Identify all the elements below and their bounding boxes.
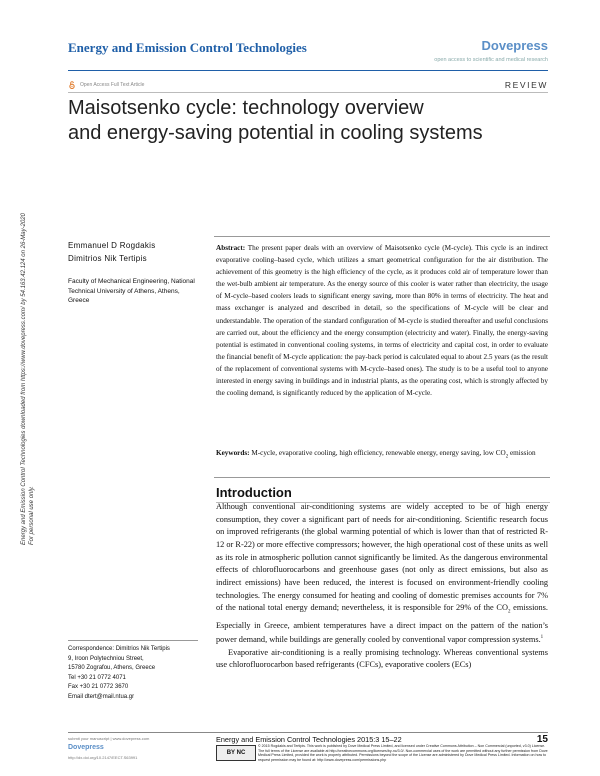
journal-name: Energy and Emission Control Technologies	[68, 40, 307, 55]
author-name: Dimitrios Nik Tertipis	[68, 254, 147, 263]
submit-manuscript-link[interactable]: submit your manuscript | www.dovepress.com	[68, 736, 150, 741]
abstract	[216, 242, 548, 399]
keywords-subscript: 2	[505, 454, 509, 460]
correspondence-line: Tel +30 21 0772 4071	[68, 674, 126, 681]
correspondence-line: 9, Iroon Polytechniou Street,	[68, 655, 144, 662]
footer-divider	[68, 732, 548, 733]
reference-link[interactable]: 1	[540, 635, 544, 641]
paragraph	[216, 501, 548, 647]
author-name: Emmanuel D Rogdakis	[68, 241, 156, 250]
journal-citation: Energy and Emission Control Technologies 2015:3 15–22	[216, 735, 402, 744]
page-number: 15	[536, 734, 548, 745]
title-line: and energy-saving potential in cooling systems	[68, 122, 483, 144]
article-title	[68, 96, 538, 146]
header-divider	[68, 70, 548, 71]
keywords-label: Keywords:	[216, 449, 250, 457]
doi-link[interactable]: http://dx.doi.org/10.2147/EECT.S63991	[68, 755, 138, 760]
open-access-label: Open Access Full Text Article	[80, 82, 145, 88]
correspondence-line: 15780 Zografou, Athens, Greece	[68, 665, 156, 672]
subscript: 2	[507, 609, 511, 615]
title-line: Maisotsenko cycle: technology overview	[68, 97, 424, 119]
license-text: © 2015 Rogdakis and Tertipis. This work is published by Dove Medical Press Limited, and licensed under Creative Commons Attribution – Non Commercial (unported, v3.0) License. The full terms of the License are available at http://creativecommons.org/licenses/by-nc/3.0/. Non-commercial uses of the work are permitted without any further permission from Dove Medical Press Limited, provided the work is properly attributed. Permissions beyond the scope of the License are administered by Dove Medical Press Limited. Information on how to request permission may be found at: http://www.dovepress.com/permissions.php	[258, 744, 548, 762]
publisher-logo[interactable]: Dovepress	[481, 38, 548, 53]
introduction-body	[216, 501, 548, 672]
creative-commons-badge[interactable]: BY NC	[216, 745, 256, 761]
open-access-lock-icon	[68, 81, 76, 89]
keywords-text: M-cycle, evaporative cooling, high efficiency, renewable energy, energy saving, low CO	[249, 449, 506, 457]
article-type: REVIEW	[504, 80, 548, 90]
keywords	[216, 447, 548, 464]
download-side-note	[18, 125, 35, 545]
open-access-badge	[68, 81, 144, 89]
correspondence-line: Fax +30 21 0772 3670	[68, 684, 129, 691]
paragraph: Evaporative air-conditioning is a really promising technology. Whereas conventional systems use chlorofluorocarbon based refrigerants (CFCs), evaporative coolers (ECs)	[216, 647, 548, 670]
abstract-text: The present paper deals with an overview of Maisotsenko cycle (M-cycle). This cycle is an indirect evaporative cooling–based cycle, which utilizes a smart geometrical configuration for the air distribution. The achievement of this geometry is the high efficiency of the cycle, as it produces cold air of temperature lower than the wet-bulb ambient air temperature. As the energy source of this cooler is water rather than electricity, the usage of M-cycle–based coolers leads to significant energy saving, more than 80% in terms of electricity. The heat and mass exchanger is analyzed and described in detail, so the specifications of M-cycle will be clear and understandable. The operation of the standard configuration of M-cycle is studied thereafter and useful conclusions are carried out, about the efficiency and the energy consumption (electricity and water). Finally, the energy-saving potential is estimated in conventional cooling systems, in terms of electricity and capital cost, in order to evaluate the financial benefit of M-cycle application: the pay-back period is calculated equal to about 2.5 years (as the result of the replacement of conventional systems with M-cycle–based ones). The study is to be a useful tool to anyone interested in energy saving in buildings and in industrial plants, as the operating cost, which is strongly affected by the cooling demand, is significantly reduced by the application of M-cycle.	[216, 244, 548, 398]
paragraph-text: emissions. Especially in Greece, ambient temperatures have a direct impact on the pattern of the nation’s power demand, while buildings are generally cooled by conventional vapor compression systems.	[216, 603, 548, 644]
correspondence-email[interactable]: Email dtert@mail.ntua.gr	[68, 693, 135, 700]
footer-publisher-logo[interactable]: Dovepress	[68, 744, 104, 751]
publisher-tagline: open access to scientific and medical research	[434, 57, 548, 63]
side-note-line-1: Energy and Emission Control Technologies downloaded from https://www.dovepress.com/ by 54.163.42.124 on 26-May-2020	[21, 213, 27, 545]
correspondence-divider	[68, 640, 198, 641]
correspondence-line: Correspondence: Dimitrios Nik Tertipis	[68, 646, 170, 652]
title-divider	[68, 92, 548, 93]
abstract-label: Abstract:	[216, 244, 246, 252]
keywords-tail: emission	[508, 449, 536, 457]
paragraph-text: Although conventional air-conditioning systems are widely accepted to be of high energy consumption, they cover a significant part of needs for air-conditioning. Scientific research focus on improved refrigerants (the global warming potential of which is lower than that of restricted R-12 or R-22) or more effective compressors; however, the high operational cost of these units as well as its role in atmospheric pollution cannot significantly be limited. As the dangerous environmental effects of chlorofluorocarbons and greenhouse gases (not only as direct emissions, but also as indirect emissions) have been reduced, the interest is focused on environment-friendly cooling technologies. The energy consumed for heating and cooling of domestic premises accounts for 7% of the national total energy demand; nevertheless, it is responsible for 29% of the CO	[216, 502, 548, 613]
author-list	[68, 239, 156, 265]
correspondence	[68, 645, 203, 703]
side-note-line-2: For personal use only.	[29, 486, 35, 545]
affiliation: Faculty of Mechanical Engineering, National Technical University of Athens, Athens, Greece	[68, 278, 195, 304]
section-heading-introduction: Introduction	[216, 485, 292, 500]
